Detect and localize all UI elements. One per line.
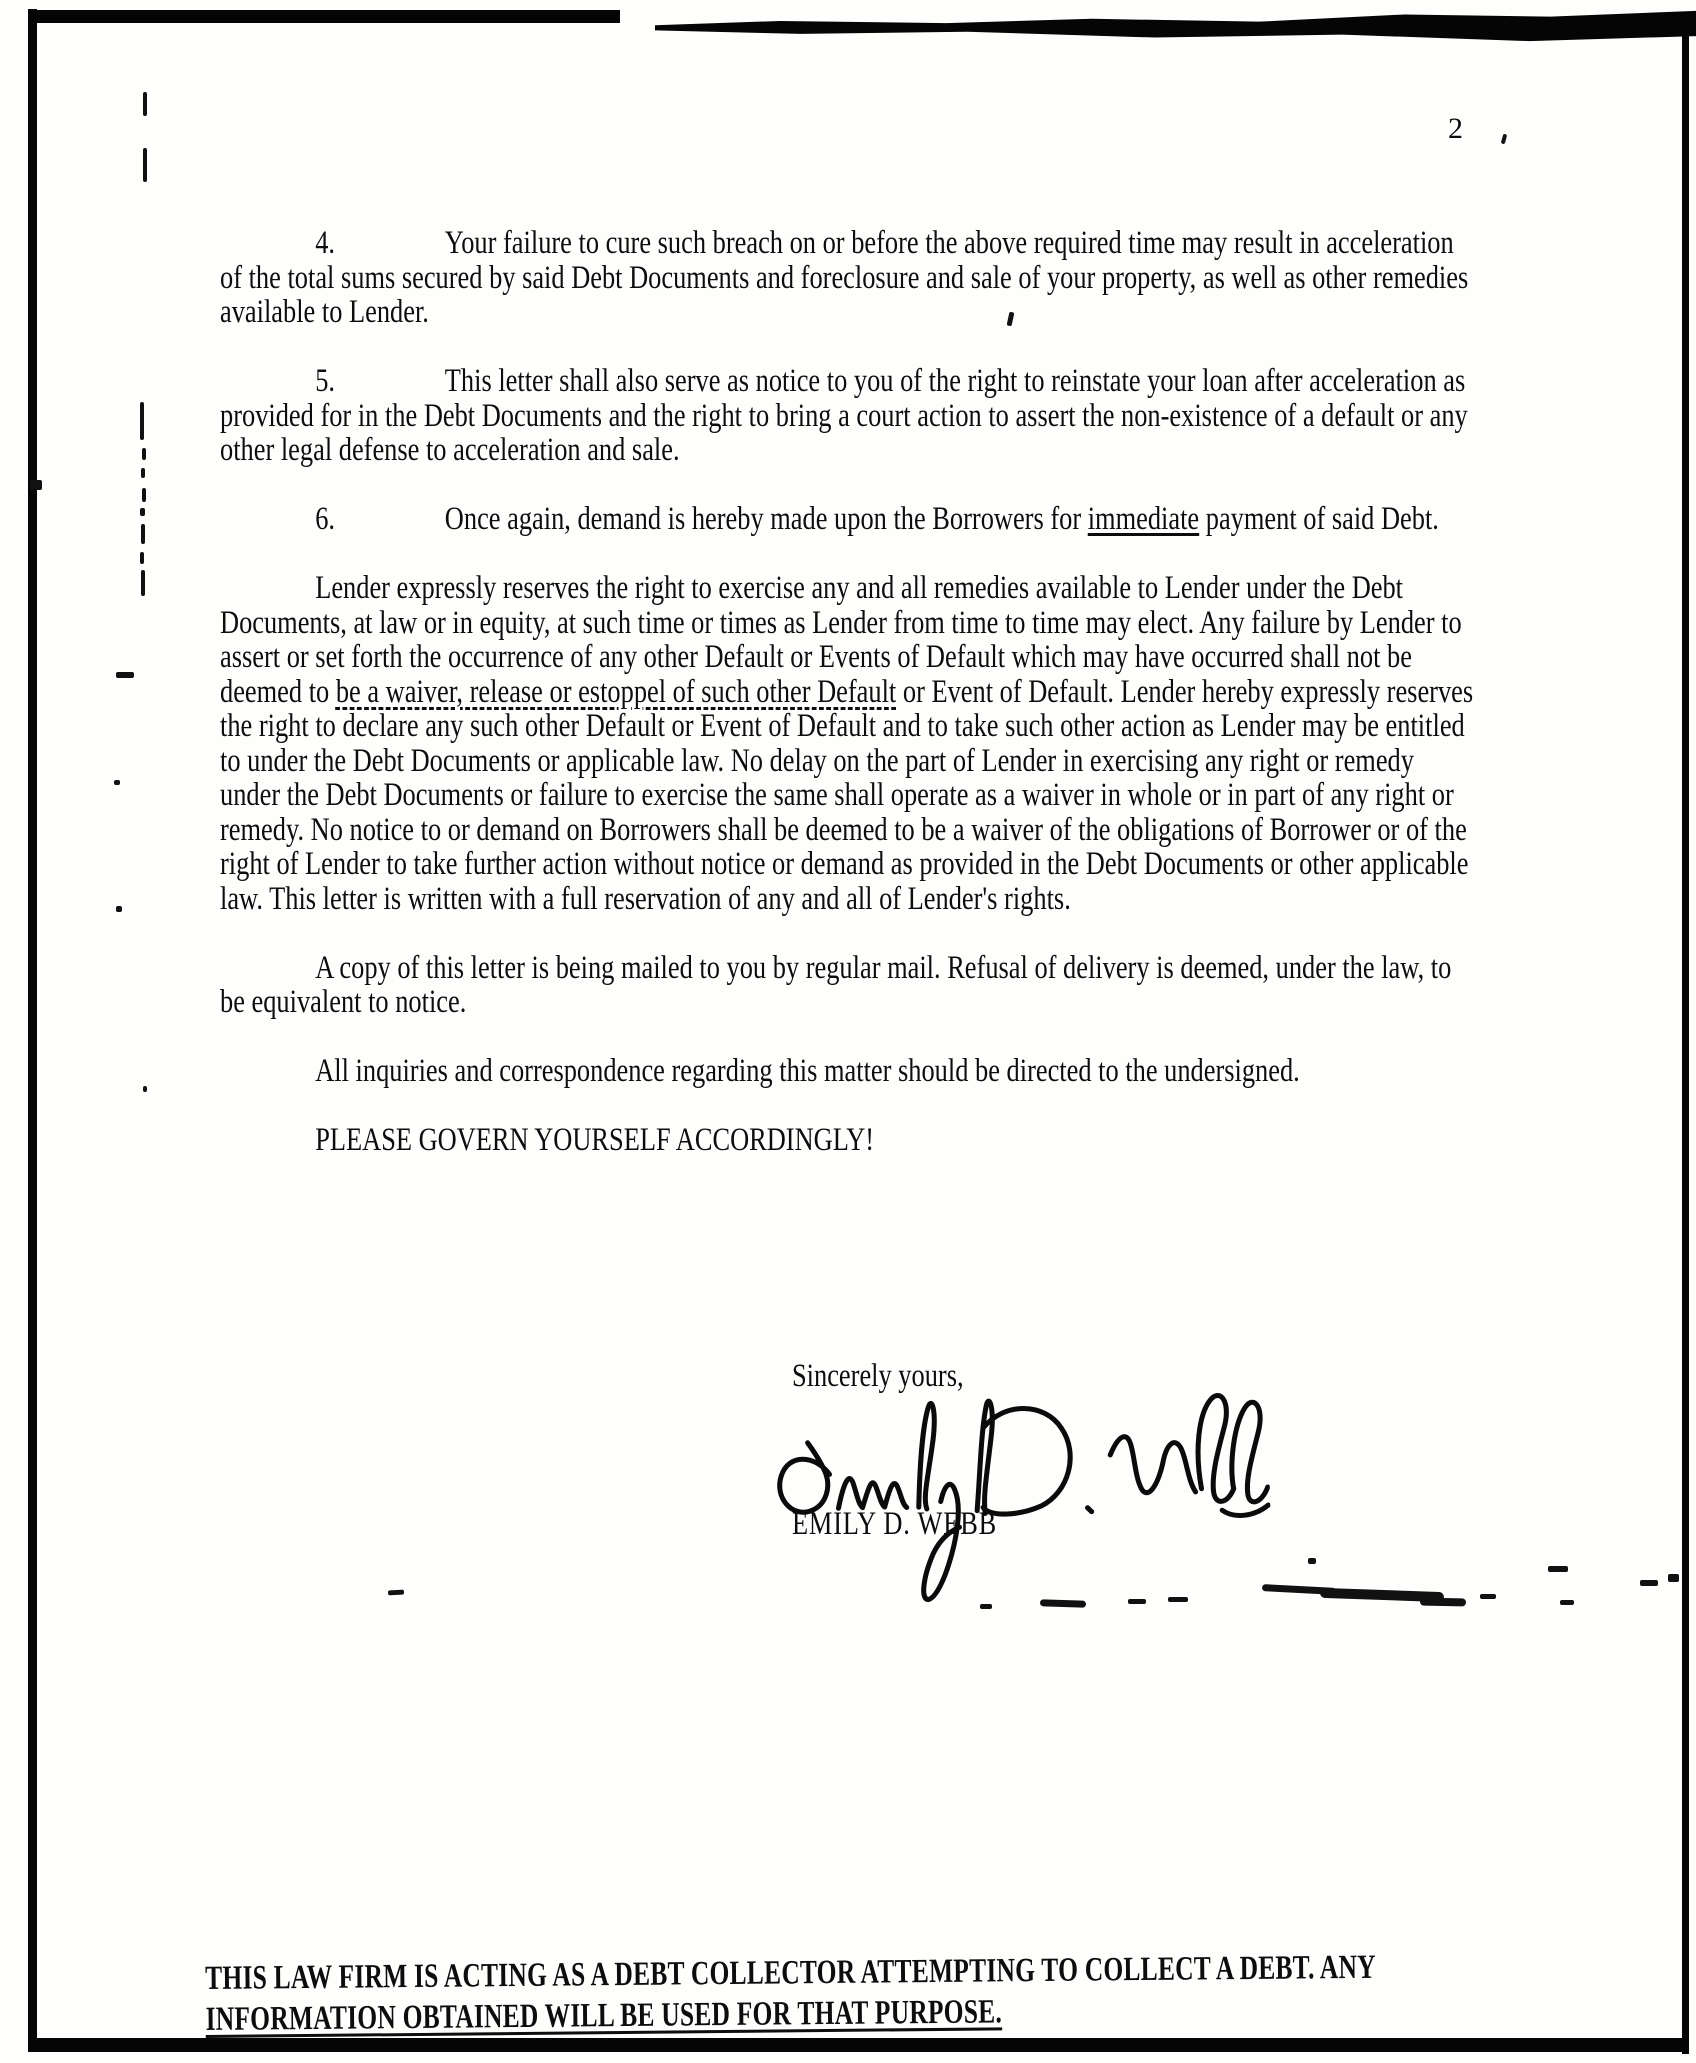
paragraph-4-text: Your failure to cure such breach on or before the above required time may result in acceleration of the total sums secured by said Debt Documents and foreclosure and sale of your property, as well as other remedies available to Lender. (220, 225, 1469, 330)
scan-border-left (28, 9, 37, 2051)
paragraph-6-number: 6. (315, 501, 335, 537)
paragraph-6 (220, 502, 1480, 537)
scan-mark (140, 508, 145, 516)
paragraph-6-text-post: payment of said Debt. (1199, 501, 1439, 537)
reservation-underlined-phrase: be a waiver, release or estoppel of such other Default (335, 673, 897, 710)
debt-collector-notice (205, 1945, 1606, 2040)
scan-mark (1501, 134, 1507, 145)
scan-border-right (1682, 28, 1689, 2054)
paragraph-govern-yourself: PLEASE GOVERN YOURSELF ACCORDINGLY! (315, 1122, 875, 1158)
paragraph-4-number: 4. (315, 225, 335, 261)
paragraph-6-text-pre: Once again, demand is hereby made upon the Borrowers for (444, 501, 1088, 537)
scan-mark (140, 552, 144, 564)
closing-line: Sincerely yours, (792, 1358, 964, 1394)
paragraph-4 (220, 226, 1480, 330)
page-number: 2 (1448, 112, 1463, 145)
scan-smudge (1548, 1566, 1568, 1572)
scan-smear-top (655, 8, 1696, 44)
scan-smudge (1640, 1580, 1658, 1586)
scan-mark (30, 480, 42, 490)
paragraph-mailing: A copy of this letter is being mailed to you by regular mail. Refusal of delivery is deemed, under the law, to be equivalent to notice. (220, 949, 1452, 1020)
scan-mark (143, 1086, 147, 1092)
scan-smudge (1308, 1558, 1316, 1564)
debt-collector-notice-line-2: INFORMATION OBTAINED WILL BE USED FOR THAT PURPOSE. (205, 1993, 1003, 2038)
paragraph-5-text: This letter shall also serve as notice to you of the right to reinstate your loan after acceleration as provided for in the Debt Documents and the right to bring a court action to assert the non-existence of a default or any other legal defense to acceleration and sale. (220, 363, 1468, 468)
signer-name: EMILY D. WEBB (792, 1506, 998, 1542)
scan-mark (141, 468, 145, 478)
scan-smudge (388, 1590, 404, 1596)
scan-mark (142, 488, 146, 502)
scan-mark (141, 570, 145, 596)
scan-mark (141, 524, 145, 544)
debt-collector-notice-line-1: THIS LAW FIRM IS ACTING AS A DEBT COLLECTOR ATTEMPTING TO COLLECT A DEBT. ANY (205, 1948, 1376, 1997)
scan-smudge (1668, 1574, 1679, 1582)
reservation-text-pre: Lender expressly reserves the right to exercise any and all remedies available to Lender under the Debt Documents, at law or in equity, at such time or times as Lender from time to time may elect. Any failure by Lender to assert or set forth the occurrence of any other Default or Events of Default which may have occurred shall not be deemed to (220, 570, 1462, 710)
scan-border-bottom (28, 2038, 1689, 2052)
scan-mark (142, 448, 146, 460)
signature-image (765, 1383, 1273, 1614)
letter-body (220, 226, 1480, 1192)
scan-mark (143, 148, 147, 182)
scan-mark (140, 402, 144, 440)
scan-mark (116, 672, 134, 678)
paragraph-5 (220, 364, 1480, 468)
paragraph-6-underlined-word: immediate (1087, 501, 1200, 537)
scan-smudge (1480, 1594, 1496, 1599)
scan-border-top (30, 10, 620, 23)
scan-mark (116, 906, 122, 912)
paragraph-5-number: 5. (315, 363, 335, 399)
reservation-text-post: or Event of Default. Lender hereby expressly reserves the right to declare any such other Default or Event of Default and to take such other action as Lender may be entitled to under the Debt Documents or applicable law. No delay on the part of Lender in exercising any right or remedy under the Debt Documents or failure to exercise the same shall operate as a waiver in whole or in part of any right or remedy. No notice to or demand on Borrowers shall be deemed to be a waiver of the obligations of Borrower or of the right of Lender to take further action without notice or demand as provided in the Debt Documents or other applicable law. This letter is written with a full reservation of any and all of Lender's rights. (220, 673, 1474, 917)
scan-smudge (1420, 1598, 1466, 1607)
scan-smudge (1560, 1600, 1574, 1605)
scan-mark (143, 92, 147, 116)
paragraph-reservation (220, 571, 1480, 916)
scan-mark (114, 780, 120, 785)
paragraph-inquiries: All inquiries and correspondence regarding this matter should be directed to the undersigned. (315, 1053, 1300, 1089)
